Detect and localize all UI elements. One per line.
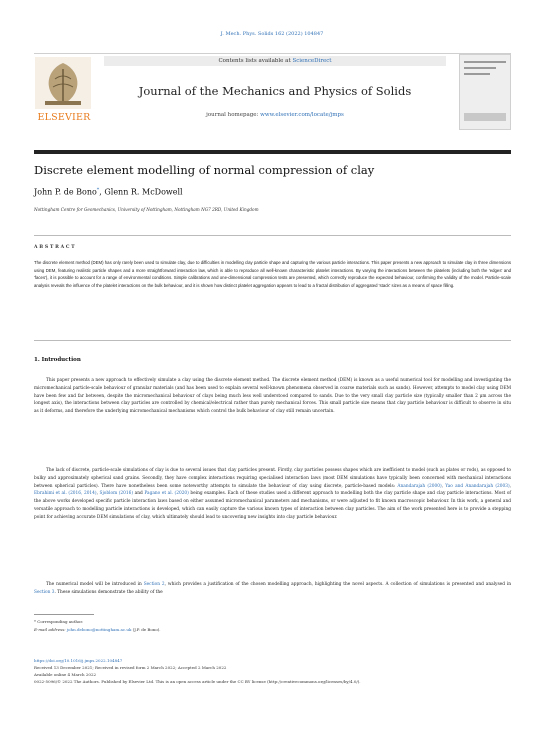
contents-prefix: Contents lists available at (218, 58, 293, 64)
text-run: , (441, 483, 446, 489)
email-link[interactable]: john.debono@nottingham.ac.uk (66, 627, 132, 632)
corresponding-author-mark[interactable]: * (96, 187, 100, 193)
section-link[interactable]: Section 2 (143, 582, 165, 587)
affiliation: Nottingham Centre for Geomechanics, University of Nottingham, Nottingham NG7 2RD, United Kingdom (34, 207, 259, 212)
text-run: being examples. Each of these studies used a different approach to modelling both the clay particle shape and clay particle interactions. Most of the above works developed specific particle interaction laws based on either assumed micromechanical parameters and mechanisms, or were adjusted to fit known macroscopic behaviour. In this work, a general and versatile approach to modelling particle interactions is developed, which can easily capture the various known types of interaction between clay particles. The aim of the work presented here is to provide a stepping point for achieving accurate DEM simulations of clay, which ultimately should lead to uncovering new insights into clay particle behaviour. (34, 491, 512, 520)
text-run: , (509, 483, 511, 489)
citation-link[interactable]: Pagano et al. (2020) (144, 491, 189, 497)
citation-link[interactable]: Ebrahimi et al. (2016, 2014) (34, 491, 97, 497)
author-list (34, 187, 183, 197)
footnote-divider (34, 614, 94, 615)
publisher-name: ELSEVIER (37, 112, 91, 123)
citation-link[interactable]: Anandarajah (2000) (397, 483, 442, 489)
abstract-text: The discrete element method (DEM) has only rarely been used to simulate clay, due to difficulties in modelling clay particle shape and capturing the various particle interactions. This paper presents a new approach to simulate clay in three dimensions using DEM, featuring realistic particle shapes and a more straightforward interaction law, which is able to reproduce all well-known characteristic platelet interactions. By varying the interactions between the platelets (including both the 'edges' and 'faces'), it is possible to account for a range of environmental conditions. Simple calibrations and one-dimensional compression tests are presented, which correctly reproduce the expected behaviour, confirming the validity of the model. Particle-scale analysis reveals the influence of the platelet interactions on the bulk behaviour, and it is shown how distinct platelet aggregation appears to lead to a fractal distribution of aggregated 'stack' sizes as a means of space filling. (34, 260, 511, 288)
intro-paragraph-1: This paper presents a new approach to effectively simulate a clay using the discrete element method. The discrete element method (DEM) is known as a useful numerical tool for modelling and investigating the micromechanical particle-scale behaviour of granular materials (and has been used to explain several well-known phenomena observed in coarse materials such as sands). However, attempts to model clay using DEM have been few and far between, despite the micromechanical behaviour of clays being much less well understood compared to sands. Due to the very small clay particle size (typically smaller than 2 μm across the longest axis), the interactions between clay particles are controlled by chemical/electrical rather than purely mechanical forces. This small particle size means that clay particle behaviour is difficult to observe in situ as it deforms, and therefore the underlying micromechanical mechanisms which control the bulk behaviour of clay still remain uncertain. (34, 378, 511, 415)
section-link[interactable]: Section 3 (34, 589, 55, 595)
author-1[interactable]: John P. de Bono (34, 187, 97, 197)
email-suffix: (J.P. de Bono). (131, 627, 161, 632)
doi-link[interactable]: https://doi.org/10.1016/j.jmps.2022.104847 (34, 658, 123, 663)
author-2[interactable]: , Glenn R. McDowell (99, 187, 183, 197)
journal-homepage (104, 112, 446, 118)
citation-link[interactable]: Yao and Anandarajah (2003) (445, 483, 510, 489)
journal-citation[interactable]: J. Mech. Phys. Solids 162 (2022) 104847 (220, 31, 324, 37)
license-note: 0022-5096/© 2022 The Authors. Published by Elsevier Ltd. This is an open access article under the CC BY license (http://creativecommons.org/licenses/by/4.0/). (34, 679, 361, 684)
elsevier-logo[interactable] (35, 57, 91, 142)
available-online: Available online 4 March 2022 (34, 672, 97, 677)
text-run: and (133, 491, 145, 497)
cover-line (464, 67, 496, 69)
intro-paragraph-3 (34, 581, 511, 597)
text-run: The numerical model will be introduced in (46, 582, 144, 587)
sciencedirect-link[interactable]: ScienceDirect (292, 58, 332, 64)
corresponding-author-note: * Corresponding author. (34, 619, 84, 624)
article-title: Discrete element modelling of normal compression of clay (34, 163, 375, 177)
abstract-heading: ABSTRACT (34, 245, 77, 250)
text-run: , (96, 491, 100, 497)
text-run: The lack of discrete, particle-scale simulations of clay is due to several issues that clay particles present. Firstly, clay particles possess shapes which are inefficient to model (such as plates or rods), as opposed to bulky and approximately spherical sand grains. Secondly, they have complex interactions requiring specialised interaction laws (most DEM simulations have typically been concerned with mechanical interactions between spherical particles). There have nonetheless been some noteworthy attempts to simulate the behaviour of clay using discrete, particle-based models: (34, 468, 511, 489)
text-run: , which provides a justification of the chosen modelling approach, highlighting the novel aspects. A collection of simulations is presented and analysed in (164, 582, 511, 587)
divider (34, 235, 511, 236)
text-run: . These simulations demonstrate the ability of the (54, 589, 163, 595)
homepage-link[interactable]: www.elsevier.com/locate/jmps (260, 112, 344, 118)
email-note (34, 627, 161, 632)
citation-link[interactable]: Sjoblom (2016) (99, 491, 134, 497)
journal-title: Journal of the Mechanics and Physics of Solids (138, 84, 412, 98)
journal-masthead (34, 53, 511, 154)
cover-line (464, 61, 506, 63)
email-label: E-mail address: (34, 627, 67, 632)
homepage-prefix: journal homepage: (206, 112, 261, 118)
section-heading-introduction: 1. Introduction (34, 357, 81, 363)
intro-paragraph-2 (34, 467, 511, 522)
cover-footer (464, 113, 506, 121)
received-dates: Received 13 December 2021; Received in revised form 2 March 2022; Accepted 2 March 2022 (34, 665, 227, 670)
contents-banner (104, 56, 446, 66)
cover-line (464, 73, 490, 75)
divider (34, 340, 511, 341)
journal-cover-thumbnail[interactable] (459, 54, 511, 130)
